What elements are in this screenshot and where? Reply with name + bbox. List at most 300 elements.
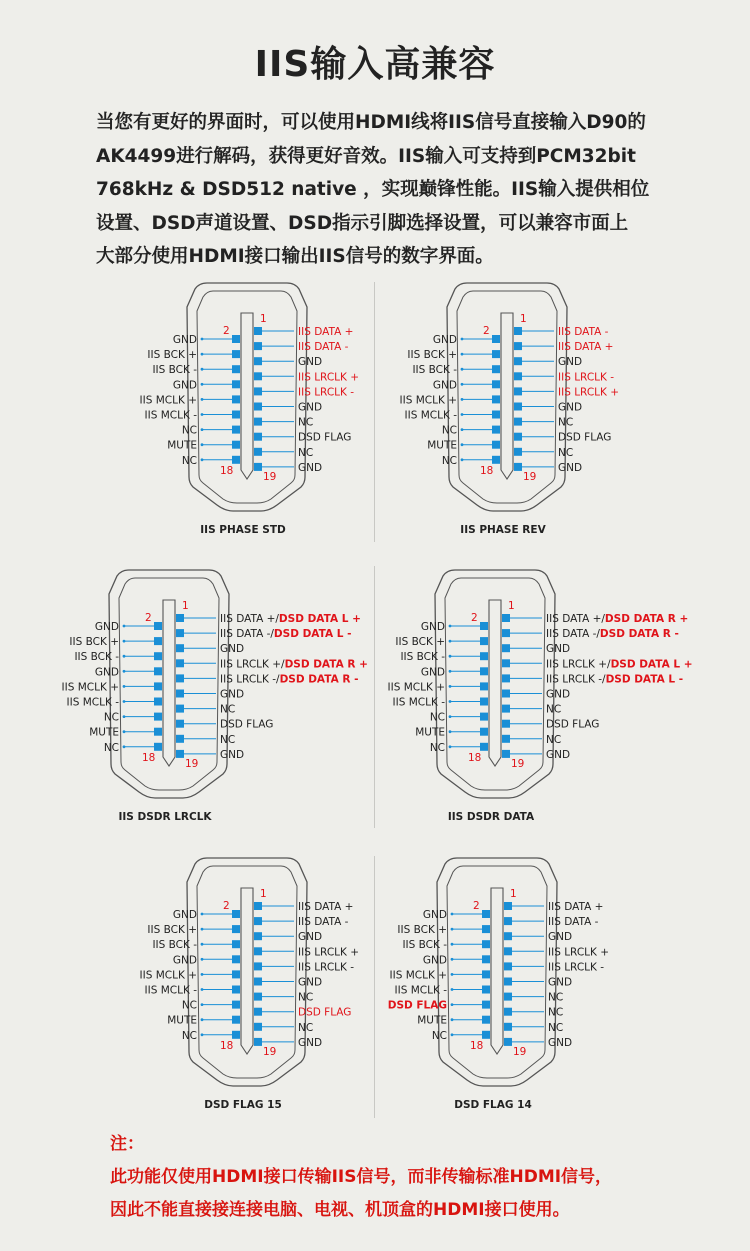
pin-pad: [514, 418, 522, 426]
pin-pad: [154, 637, 162, 645]
pin-label: NC: [441, 424, 457, 437]
pin-label-segment: IIS DATA +: [558, 341, 614, 354]
pin-pad: [480, 637, 488, 645]
pin-label: 2: [223, 900, 230, 912]
pin-dot: [201, 943, 204, 946]
pin-pad: [232, 940, 240, 948]
pin-pad: [492, 365, 500, 373]
pin-dot: [123, 715, 126, 718]
pin-label-right: [546, 704, 561, 716]
pin-pad: [482, 955, 490, 963]
pin-pad: [176, 629, 184, 637]
pin-label: NC: [429, 711, 445, 724]
pin-pad: [232, 380, 240, 388]
pin-label: IIS BCK +: [397, 924, 447, 937]
pin-label-segment: GND: [298, 1036, 323, 1049]
pin-pad: [232, 1001, 240, 1009]
pin-label: IIS MCLK -: [144, 984, 197, 997]
pin-label-segment: GND: [298, 401, 323, 414]
pin-pad: [232, 456, 240, 464]
pin-label: GND: [432, 379, 457, 392]
pin-dot: [201, 958, 204, 961]
pin-label-right: [546, 749, 570, 761]
pin-pad: [480, 682, 488, 690]
pin-pad: [514, 433, 522, 441]
pin-label: MUTE: [415, 726, 445, 739]
diagram-caption: IIS PHASE STD: [200, 524, 286, 536]
pin-pad: [504, 1008, 512, 1016]
pin-pad: [232, 335, 240, 343]
pin-label: IIS BCK -: [412, 364, 457, 377]
pin-label: IIS MCLK +: [387, 681, 445, 694]
pin-pad: [154, 698, 162, 706]
pin-label-right: [548, 901, 603, 913]
pin-pad: [480, 698, 488, 706]
pin-label: IIS BCK +: [147, 924, 197, 937]
connector-inner-outline: [445, 578, 545, 790]
pin-pad: [232, 1016, 240, 1024]
pin-pad: [176, 644, 184, 652]
pin-label-segment: GND: [558, 401, 583, 414]
pin-pad: [504, 993, 512, 1001]
pin-dot: [449, 625, 452, 628]
pin-pad: [502, 674, 510, 682]
pin-label: 19: [263, 470, 277, 483]
pin-label-right: [558, 432, 611, 444]
connector-inner-outline: [457, 291, 557, 503]
pin-dot: [461, 338, 464, 341]
pin-label-segment: IIS LRCLK -: [548, 961, 605, 974]
pinout-svg: [250, 840, 625, 1120]
pin-label-right: [558, 447, 573, 459]
diagram-caption: DSD FLAG 14: [454, 1099, 532, 1111]
pin-label: MUTE: [427, 439, 457, 452]
pin-pad: [176, 735, 184, 743]
pin-pad: [514, 463, 522, 471]
pin-label-right: [548, 1037, 572, 1049]
pin-pad: [482, 910, 490, 918]
pin-label-segment: IIS DATA +/: [220, 613, 279, 625]
pin-label-segment: NC: [548, 1021, 564, 1034]
pin-label-segment: IIS DATA +: [548, 901, 604, 913]
pin-label: GND: [172, 954, 197, 967]
pin-label-segment: DSD FLAG: [558, 431, 612, 444]
pin-label: IIS BCK -: [152, 939, 197, 952]
pin-label: 1: [510, 888, 517, 900]
pin-pad: [482, 1016, 490, 1024]
pin-dot: [201, 913, 204, 916]
pin-pad: [504, 978, 512, 986]
pin-pad: [502, 720, 510, 728]
pin-label-segment: NC: [546, 703, 562, 716]
pin-label-segment: GND: [298, 356, 323, 369]
pin-pad: [514, 448, 522, 456]
pin-label: 2: [473, 900, 480, 912]
pin-label-segment: NC: [548, 1006, 564, 1019]
pin-label-segment: IIS LRCLK -: [298, 961, 355, 974]
pin-dot: [201, 1003, 204, 1006]
pin-label-right: [548, 1022, 563, 1034]
pin-label-segment: IIS LRCLK -/: [546, 673, 606, 686]
pin-dot: [451, 973, 454, 976]
pin-label: 2: [145, 612, 152, 624]
pin-pad: [154, 713, 162, 721]
pin-label-segment: IIS LRCLK -: [298, 386, 355, 399]
pin-dot: [451, 913, 454, 916]
pin-label-right: [558, 386, 619, 398]
note-block: [110, 1128, 612, 1227]
diagram-caption: IIS DSDR LRCLK: [118, 811, 212, 823]
pin-pad: [176, 690, 184, 698]
pin-pad: [232, 955, 240, 963]
pin-pad: [502, 629, 510, 637]
pin-label-segment: DSD DATA L +: [278, 613, 361, 625]
pin-dot: [201, 1018, 204, 1021]
pin-dot: [451, 943, 454, 946]
pin-pad: [482, 970, 490, 978]
pin-label-segment: DSD DATA L +: [610, 658, 693, 671]
pin-label: IIS MCLK +: [139, 394, 197, 407]
pin-dot: [449, 685, 452, 688]
pin-pad: [492, 395, 500, 403]
pin-pad: [480, 728, 488, 736]
pin-dot: [201, 973, 204, 976]
pin-dot: [201, 413, 204, 416]
pin-dot: [461, 368, 464, 371]
pin-label-segment: IIS DATA -: [548, 916, 599, 929]
pin-label: 19: [511, 757, 525, 770]
pin-label-segment: IIS LRCLK +: [558, 386, 620, 399]
pin-label-segment: DSD DATA R +: [284, 658, 368, 671]
pin-label-segment: IIS DATA +/: [546, 613, 605, 625]
pin-dot: [461, 413, 464, 416]
pin-dot: [123, 640, 126, 643]
pin-label-segment: GND: [546, 748, 571, 761]
pin-label-right: [548, 961, 604, 973]
pin-label-segment: NC: [298, 446, 314, 459]
pin-label-right: [220, 749, 244, 761]
connector-inner-outline: [119, 578, 219, 790]
pin-label-right: [220, 689, 244, 701]
pin-pad: [176, 674, 184, 682]
pin-label: 19: [185, 757, 199, 770]
pin-label: 19: [523, 470, 537, 483]
pin-label-segment: DSD FLAG: [298, 1006, 352, 1019]
pin-pad: [232, 350, 240, 358]
page-title: IIS输入高兼容: [254, 44, 496, 85]
pin-pad: [502, 705, 510, 713]
pin-label: MUTE: [89, 726, 119, 739]
pin-label-segment: DSD DATA R +: [604, 613, 689, 625]
connector-outline: [447, 283, 567, 511]
pin-label: GND: [172, 379, 197, 392]
pin-label: IIS MCLK -: [144, 409, 197, 422]
pin-label-right: [558, 341, 613, 353]
pin-label-segment: DSD DATA R -: [599, 628, 679, 641]
pin-label: NC: [441, 454, 457, 467]
pin-label: MUTE: [167, 439, 197, 452]
pin-slot: [489, 600, 501, 766]
pin-pad: [504, 917, 512, 925]
pin-dot: [123, 655, 126, 658]
pin-dot: [123, 730, 126, 733]
pin-pad: [482, 1031, 490, 1039]
intro-line: 当您有更好的界面时，可以使用HDMI线将IIS信号直接输入D90的: [96, 112, 646, 133]
diagram-caption: IIS PHASE REV: [460, 524, 546, 536]
pin-pad: [480, 713, 488, 721]
pin-dot: [201, 368, 204, 371]
pin-pad: [514, 372, 522, 380]
pin-pad: [176, 659, 184, 667]
pin-label-right: [220, 704, 235, 716]
pin-label-segment: IIS LRCLK +/: [546, 658, 611, 671]
pin-pad: [514, 403, 522, 411]
pin-label-right: [548, 946, 609, 958]
pin-label: IIS MCLK -: [404, 409, 457, 422]
pin-pad: [492, 380, 500, 388]
pin-pad: [492, 335, 500, 343]
pin-label-right: [558, 462, 582, 474]
pin-dot: [201, 458, 204, 461]
pin-label-right: [548, 977, 572, 989]
pin-dot: [451, 928, 454, 931]
pin-dot: [461, 428, 464, 431]
pin-label: IIS MCLK +: [139, 969, 197, 982]
pin-label-segment: IIS DATA -: [298, 916, 349, 929]
connector-outline: [435, 570, 555, 798]
pin-label-segment: IIS DATA -: [298, 341, 349, 354]
pinout-diagram-phase-rev: [260, 265, 635, 545]
pin-label: IIS BCK -: [152, 364, 197, 377]
pin-pad: [232, 925, 240, 933]
intro-line: 设置、DSD声道设置、DSD指示引脚选择设置，可以兼容市面上: [96, 212, 629, 234]
pin-pad: [232, 411, 240, 419]
diagram-caption: DSD FLAG 15: [204, 1099, 282, 1111]
pin-label-right: [546, 734, 561, 746]
pin-label: 18: [220, 464, 234, 477]
pin-pad: [504, 947, 512, 955]
pin-label: IIS MCLK -: [392, 696, 445, 709]
pin-label-right: [546, 643, 570, 655]
pin-label-segment: IIS LRCLK -: [558, 371, 615, 384]
pin-label-segment: GND: [220, 643, 245, 656]
pin-label-segment: GND: [548, 931, 573, 944]
pin-dot: [201, 398, 204, 401]
pin-dot: [451, 1003, 454, 1006]
pin-dot: [449, 700, 452, 703]
pin-pad: [504, 902, 512, 910]
pin-label: GND: [420, 621, 445, 633]
pin-label: NC: [181, 1029, 197, 1042]
pin-label-segment: GND: [298, 931, 323, 944]
pin-label-right: [558, 356, 582, 368]
pin-pad: [482, 925, 490, 933]
pin-pad: [154, 652, 162, 660]
pin-label: GND: [172, 909, 197, 921]
pin-dot: [461, 383, 464, 386]
pin-label-segment: NC: [220, 703, 236, 716]
pin-dot: [449, 670, 452, 673]
pin-label: 18: [468, 751, 482, 764]
pin-dot: [201, 428, 204, 431]
pin-label-segment: GND: [548, 976, 573, 989]
pin-label: GND: [422, 909, 447, 921]
pin-pad: [482, 1001, 490, 1009]
pin-label-right: [548, 992, 563, 1004]
pin-label-segment: DSD FLAG: [546, 718, 600, 731]
pin-label: 2: [471, 612, 478, 624]
pin-label-segment: IIS DATA -: [558, 326, 609, 338]
note-line: 因此不能直接接连接电脑、电视、机顶盒的HDMI接口使用。: [110, 1200, 570, 1220]
pin-label-segment: NC: [548, 991, 564, 1004]
pin-pad: [502, 644, 510, 652]
intro-line: 768kHz & DSD512 native ，实现巅锋性能。IIS输入提供相位: [96, 179, 650, 200]
pin-label-right: [546, 658, 693, 670]
pin-label-segment: GND: [220, 688, 245, 701]
connector-inner-outline: [447, 866, 547, 1078]
pin-label-segment: NC: [298, 1021, 314, 1034]
pin-dot: [451, 1018, 454, 1021]
pin-pad: [514, 327, 522, 335]
pin-pad: [176, 614, 184, 622]
pin-label: DSD FLAG: [387, 999, 447, 1012]
pin-dot: [451, 1033, 454, 1036]
pin-pad: [232, 1031, 240, 1039]
pin-dot: [201, 338, 204, 341]
pin-pad: [492, 456, 500, 464]
pin-label: IIS BCK -: [74, 651, 119, 664]
pin-label: MUTE: [417, 1014, 447, 1027]
pin-label-right: [548, 931, 572, 943]
pin-slot: [491, 888, 503, 1054]
pin-pad: [492, 411, 500, 419]
pin-label: NC: [181, 999, 197, 1012]
pin-pad: [176, 720, 184, 728]
pin-pad: [176, 705, 184, 713]
pin-dot: [449, 655, 452, 658]
pin-label-segment: DSD FLAG: [220, 718, 274, 731]
pin-label: IIS MCLK +: [61, 681, 119, 694]
pin-label: GND: [422, 954, 447, 967]
pin-pad: [176, 750, 184, 758]
intro-paragraph: [96, 106, 666, 274]
pin-pad: [492, 441, 500, 449]
note-heading: 注：: [110, 1134, 144, 1154]
pin-dot: [201, 443, 204, 446]
pin-label: 1: [520, 313, 527, 325]
pin-pad: [232, 395, 240, 403]
pin-label-segment: GND: [546, 688, 571, 701]
pin-dot: [449, 745, 452, 748]
pin-label: 18: [480, 464, 494, 477]
pin-label-right: [220, 643, 244, 655]
pin-dot: [123, 700, 126, 703]
pin-dot: [461, 353, 464, 356]
intro-line: 大部分使用HDMI接口输出IIS信号的数字界面。: [96, 246, 494, 267]
pin-label: NC: [181, 424, 197, 437]
pin-dot: [123, 745, 126, 748]
pin-pad: [504, 962, 512, 970]
pin-label-segment: NC: [220, 733, 236, 746]
pin-pad: [154, 622, 162, 630]
pin-pad: [232, 986, 240, 994]
pin-dot: [201, 928, 204, 931]
pin-pad: [480, 667, 488, 675]
pin-dot: [449, 640, 452, 643]
pin-label: IIS MCLK -: [394, 984, 447, 997]
pin-label: IIS BCK +: [407, 349, 457, 362]
pin-pad: [480, 743, 488, 751]
pin-label-right: [546, 689, 570, 701]
pin-label: 18: [470, 1039, 484, 1052]
pin-label: NC: [181, 454, 197, 467]
pin-label-segment: IIS DATA -/: [546, 628, 600, 641]
pin-label-segment: NC: [558, 446, 574, 459]
connector-outline: [437, 858, 557, 1086]
pin-label: 18: [142, 751, 156, 764]
pin-label-segment: IIS DATA -/: [220, 628, 274, 641]
pin-label-segment: NC: [298, 991, 314, 1004]
pin-label: NC: [103, 741, 119, 754]
pin-pad: [514, 387, 522, 395]
pin-label-segment: DSD FLAG: [298, 431, 352, 444]
pin-label-segment: IIS DATA +: [298, 901, 354, 913]
pin-label: GND: [94, 621, 119, 633]
pin-dot: [201, 353, 204, 356]
pin-pad: [502, 750, 510, 758]
pin-label-right: [546, 613, 688, 625]
pin-pad: [492, 350, 500, 358]
pin-dot: [201, 1033, 204, 1036]
pin-label: 1: [508, 600, 515, 612]
pin-label: NC: [431, 1029, 447, 1042]
pin-label: 1: [260, 888, 267, 900]
intro-line: AK4499进行解码，获得更好音效。IIS输入可支持到PCM32bit: [96, 145, 636, 167]
pin-pad: [504, 1023, 512, 1031]
pin-dot: [201, 383, 204, 386]
pin-pad: [482, 986, 490, 994]
pin-label: IIS BCK +: [147, 349, 197, 362]
pin-pad: [232, 910, 240, 918]
pin-label-right: [548, 1007, 563, 1019]
pin-label-segment: GND: [558, 356, 583, 369]
pin-label-right: [558, 402, 582, 414]
pin-dot: [449, 715, 452, 718]
pin-dot: [461, 458, 464, 461]
pin-dot: [451, 958, 454, 961]
pin-label: GND: [172, 334, 197, 346]
pin-pad: [504, 1038, 512, 1046]
pin-label-right: [220, 734, 235, 746]
pin-pad: [154, 667, 162, 675]
pin-dot: [201, 988, 204, 991]
pinout-diagram-dsdr-data: [248, 552, 693, 832]
pin-label-right: [546, 628, 679, 640]
pin-pad: [504, 932, 512, 940]
pin-label-segment: IIS LRCLK +: [298, 371, 360, 384]
pin-label: IIS BCK +: [69, 636, 119, 649]
pin-pad: [502, 735, 510, 743]
pin-pad: [492, 426, 500, 434]
pin-label: GND: [420, 666, 445, 679]
pin-label-segment: NC: [558, 416, 574, 429]
pin-label-segment: IIS DATA +: [298, 326, 354, 338]
pin-pad: [502, 614, 510, 622]
pin-label-right: [558, 326, 609, 338]
pin-label: 19: [513, 1045, 527, 1058]
pin-pad: [480, 652, 488, 660]
pin-slot: [501, 313, 513, 479]
